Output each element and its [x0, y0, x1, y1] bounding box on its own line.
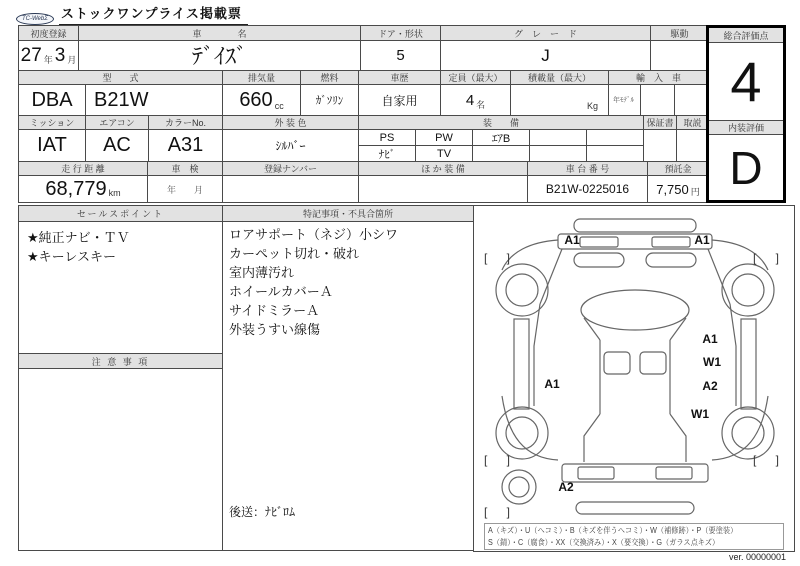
manual-value — [676, 129, 709, 162]
bracket-open: [ — [753, 453, 757, 467]
evaluation-box — [706, 25, 786, 203]
damage-mark-left-side: A1 — [544, 377, 560, 391]
import-note: 年ﾓﾃﾞﾙ — [613, 97, 634, 104]
damage-legend — [484, 523, 784, 550]
deposit-number: 7,750 — [656, 181, 689, 197]
first-reg-month-unit: 月 — [67, 55, 77, 65]
car-name-value: ﾃﾞｲｽﾞ — [78, 40, 361, 71]
warranty-header: 保証書 — [643, 115, 677, 130]
chassis-number-header: 車 台 番 号 — [527, 161, 648, 176]
bracket-close: ] — [775, 453, 779, 467]
drive-value — [650, 40, 709, 71]
notes-footer: 後送：ﾅﾋﾞﾛﾑ — [229, 505, 296, 519]
note-item: 室内薄汚れ — [229, 265, 295, 280]
overall-score-value: 4 — [730, 50, 762, 113]
capacity-unit: 名 — [476, 100, 486, 110]
grade-header: グ レ ー ド — [440, 25, 651, 41]
damage-mark-right-top: A1 — [702, 332, 718, 346]
exterior-color-header: 外 装 色 — [222, 115, 359, 130]
sheet-title: ストックワンプライス掲載票 — [59, 3, 248, 25]
version-text: ver. 00000001 — [728, 552, 786, 562]
deposit-header: 預託金 — [647, 161, 709, 176]
damage-mark-rear-left: A2 — [558, 480, 574, 494]
grade-value: J — [440, 40, 651, 71]
displacement-value — [222, 84, 301, 116]
bracket-close: ] — [775, 251, 779, 265]
note-item: 外装うすい線傷 — [229, 322, 321, 337]
first-reg-year: 27 — [20, 44, 42, 66]
first-reg-month: 3 — [54, 44, 66, 66]
legend-line-1: A（キズ）・U（ヘコミ）・B（キズを伴うヘコミ）・W（補修跡）・P（要塗装） — [488, 526, 738, 535]
other-equipment-header: ほ か 装 備 — [358, 161, 528, 176]
capacity-number: 4 — [465, 91, 475, 109]
first-registration-value — [18, 40, 79, 71]
equipment-cell — [529, 145, 587, 162]
equipment-cell — [529, 129, 587, 146]
fuel-header: 燃料 — [300, 70, 359, 85]
sales-point: ★純正ナビ・ＴＶ — [27, 230, 130, 245]
sheet-header — [16, 3, 248, 25]
corner-bracket-front-right — [753, 251, 779, 266]
mileage-value — [18, 175, 148, 203]
exterior-color-value: ｼﾙﾊﾞｰ — [222, 129, 359, 162]
model-header: 型 式 — [18, 70, 223, 85]
bracket-close: ] — [506, 453, 510, 467]
registration-number-value — [222, 175, 359, 203]
car-diagram-panel — [473, 205, 795, 552]
note-item: カーペット切れ・破れ — [229, 246, 360, 261]
damage-mark-front-right: A1 — [694, 233, 710, 247]
car-top-view-diagram — [474, 206, 796, 553]
import-header: 輸 入 車 — [608, 70, 709, 85]
registration-number-header: 登録ナンバー — [222, 161, 359, 176]
equipment-cell: ｴｱB — [472, 129, 530, 146]
warranty-value — [643, 129, 677, 162]
equipment-cell — [586, 145, 644, 162]
sales-points-header: セールスポイント — [19, 206, 222, 222]
corner-bracket-rear-left — [484, 453, 510, 468]
corner-bracket-front-left — [484, 251, 510, 266]
doors-value: 5 — [360, 40, 441, 71]
sales-point: ★キーレスキー — [27, 249, 117, 264]
note-item: ロアサポート（ネジ）小シワ — [229, 227, 399, 242]
mileage-number: 68,779 — [45, 177, 107, 200]
displacement-unit: cc — [274, 101, 284, 111]
note-item: サイドミラーＡ — [229, 303, 320, 318]
aircon-value: AC — [85, 129, 149, 162]
corner-bracket-bottom-left — [484, 505, 510, 520]
inspection-value: 年 月 — [147, 175, 223, 203]
capacity-header: 定員（最大） — [440, 70, 511, 85]
overall-score-header: 総合評価点 — [709, 28, 783, 43]
import-subcell-2 — [674, 84, 709, 116]
equipment-cell — [472, 145, 530, 162]
bracket-open: [ — [484, 251, 488, 265]
equipment-cell — [586, 129, 644, 146]
displacement-header: 排気量 — [222, 70, 301, 85]
capacity-value — [440, 84, 511, 116]
damage-mark-right-rear: W1 — [691, 407, 709, 421]
equipment-cell: ﾅﾋﾞ — [358, 145, 416, 162]
load-unit: Kg — [586, 101, 598, 111]
color-no-header: カラーNo. — [148, 115, 223, 130]
equipment-cell: PW — [415, 129, 473, 146]
corner-bracket-rear-right — [753, 453, 779, 468]
note-item: ホイールカバーＡ — [229, 284, 333, 299]
interior-score-header: 内装評価 — [709, 120, 783, 135]
first-registration-header: 初度登録 — [18, 25, 79, 41]
load-value — [510, 84, 609, 116]
chassis-number-value: B21W-0225016 — [527, 175, 648, 203]
special-notes-list — [229, 225, 398, 339]
sales-points-list — [27, 228, 130, 266]
special-notes-header: 特記事項・不具合箇所 — [223, 206, 473, 222]
bracket-open: [ — [753, 251, 757, 265]
doors-header: ドア・形状 — [360, 25, 441, 41]
damage-mark-right-mid: W1 — [703, 355, 721, 369]
mission-value: IAT — [18, 129, 86, 162]
displacement-number: 660 — [239, 88, 273, 111]
damage-mark-front-left: A1 — [564, 233, 580, 247]
legend-line-2: S（錆）・C（腐食）・XX（交換済み）・X（要交換）・G（ガラス点キズ） — [488, 538, 720, 547]
mission-header: ミッション — [18, 115, 86, 130]
bracket-open: [ — [484, 505, 488, 519]
bracket-close: ] — [506, 505, 510, 519]
mileage-unit: km — [108, 188, 121, 198]
bracket-open: [ — [484, 453, 488, 467]
tcweb-logo: TC-WebΣ — [16, 13, 54, 25]
fuel-value: ｶﾞｿﾘﾝ — [300, 84, 359, 116]
mileage-header: 走 行 距 離 — [18, 161, 148, 176]
manual-header: 取説 — [676, 115, 709, 130]
history-value: 自家用 — [358, 84, 441, 116]
first-reg-year-unit: 年 — [43, 55, 53, 65]
damage-mark-right-low: A2 — [702, 379, 718, 393]
deposit-value — [647, 175, 709, 203]
equipment-header: 装 備 — [358, 115, 644, 130]
color-no-value: A31 — [148, 129, 223, 162]
bracket-close: ] — [506, 251, 510, 265]
other-equipment-value — [358, 175, 528, 203]
interior-score-value: D — [729, 141, 763, 194]
special-notes-panel — [222, 205, 474, 551]
history-header: 車歴 — [358, 70, 441, 85]
equipment-cell: TV — [415, 145, 473, 162]
model-prefix-value: DBA — [18, 84, 86, 116]
car-name-header: 車 名 — [78, 25, 361, 41]
model-value: B21W — [85, 84, 223, 116]
deposit-unit: 円 — [690, 187, 700, 197]
drive-header: 駆動 — [650, 25, 709, 41]
sales-points-panel — [18, 205, 223, 551]
inspection-header: 車 検 — [147, 161, 223, 176]
aircon-header: エアコン — [85, 115, 149, 130]
import-subcell-1 — [640, 84, 675, 116]
equipment-cell: PS — [358, 129, 416, 146]
load-header: 積載量（最大） — [510, 70, 609, 85]
cautions-header: 注 意 事 項 — [19, 353, 222, 369]
